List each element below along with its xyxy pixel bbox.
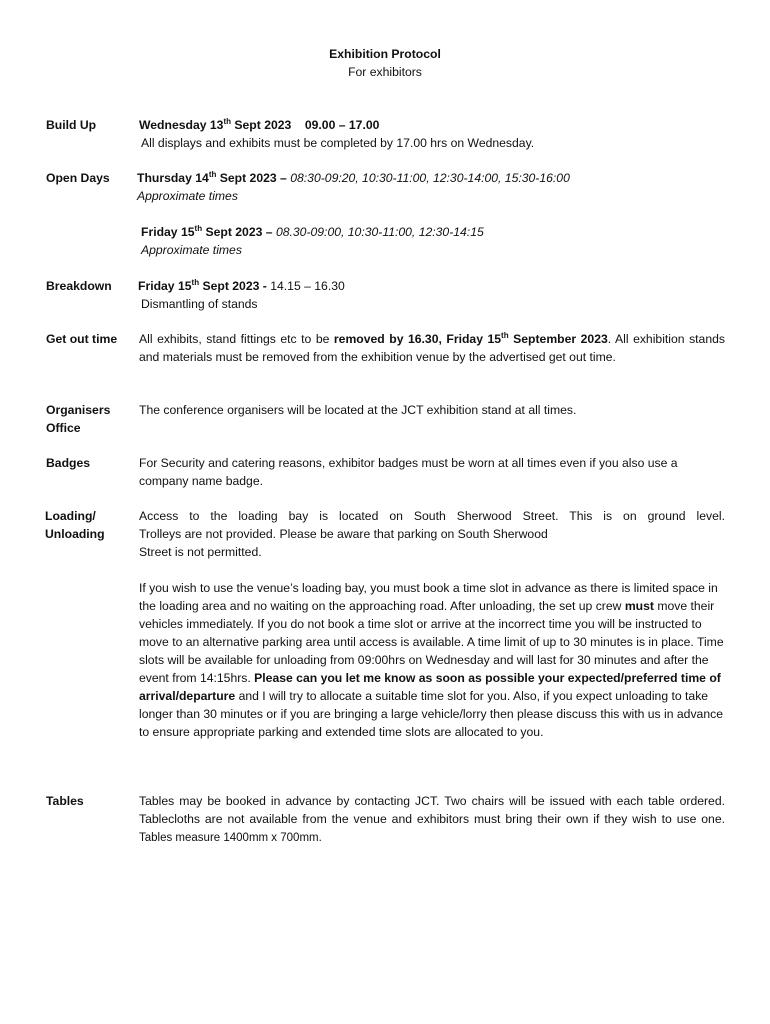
loading-para-1-line-2: Trolleys are not provided. Please be aware that parking on South Sherwood [139,527,548,541]
approx-times-note: Approximate times [141,243,242,257]
section-content [139,507,725,741]
loading-para-1-line-1: Access to the loading bay is located on South Sherwood Street. This is on ground level. [139,509,725,523]
breakdown-note: Dismantling of stands [141,297,258,311]
section-label: Open Days [46,171,110,185]
section-label: Loading/ Unloading [45,509,105,541]
section-label: Get out time [46,332,118,346]
loading-para-2: If you wish to use the venue’s loading bay, you must book a time slot in advance as there is limited space in the loading area and no waiting on the approaching road. After unloading, the set up crew must move their vehicles immediately. If you do not book a time slot or arrive at the incorrect time you will be instructed to move to an alternative parking area until access is available. A time limit of up to 30 minutes is in place. Time slots will be available for unloading from 09:00hrs on Wednesday and will last for 30 minutes and after the event from 14:15hrs. Please can you let me know as soon as possible your expected/preferred time of arrival/departure and I will try to allocate a suitable time slot for you. Also, if you expect unloading to take longer than 30 minutes or if you are bringing a large vehicle/lorry then please discuss this with us in advance to ensure appropriate parking and extended time slots are allocated to you. [139,581,724,739]
section-content: Tables may be booked in advance by contacting JCT. Two chairs will be issued with each table ordered. Tablecloths are not available from the venue and exhibitors must bring their own if they wish to use one. Tables measure 1400mm x 700mm. [139,794,725,844]
section-content: All exhibits, stand fittings etc to be removed by 16.30, Friday 15th September 2023. All exhibition stands and materials must be removed from the exhibition venue by the advertised get out time. [139,330,725,364]
breakdown-date: Friday 15th Sept 2023 - 14.15 – 16.30 [138,277,345,293]
section-label: Build Up [46,118,97,132]
open-day-friday: Friday 15th Sept 2023 – 08.30-09:00, 10:30-11:00, 12:30-14:15 [141,223,484,239]
section-label: Tables [46,794,84,808]
section-label: Badges [46,456,91,470]
section-content [137,169,723,259]
section-content: For Security and catering reasons, exhibitor badges must be worn at all times even if you also use a company name badge. [139,456,678,488]
loading-para-1-line-3: Street is not permitted. [139,545,262,559]
build-up-note: All displays and exhibits must be completed by 17.00 hrs on Wednesday. [141,136,535,150]
tables-size-note: Tables measure 1400mm x 700mm. [139,832,322,844]
section-label: Organisers Office [46,403,111,435]
section-content [139,116,725,152]
section-content [138,277,724,313]
approx-times-note: Approximate times [137,189,238,203]
section-label: Breakdown [46,279,112,293]
section-content: The conference organisers will be located at the JCT exhibition stand at all times. [139,403,577,417]
document-title: Exhibition Protocol [329,47,441,61]
document-subtitle: For exhibitors [348,65,422,79]
open-day-thursday: Thursday 14th Sept 2023 – 08:30-09:20, 10:30-11:00, 12:30-14:00, 15:30-16:00 [137,169,570,185]
build-up-date: Wednesday 13th Sept 2023 09.00 – 17.00 [139,116,380,132]
